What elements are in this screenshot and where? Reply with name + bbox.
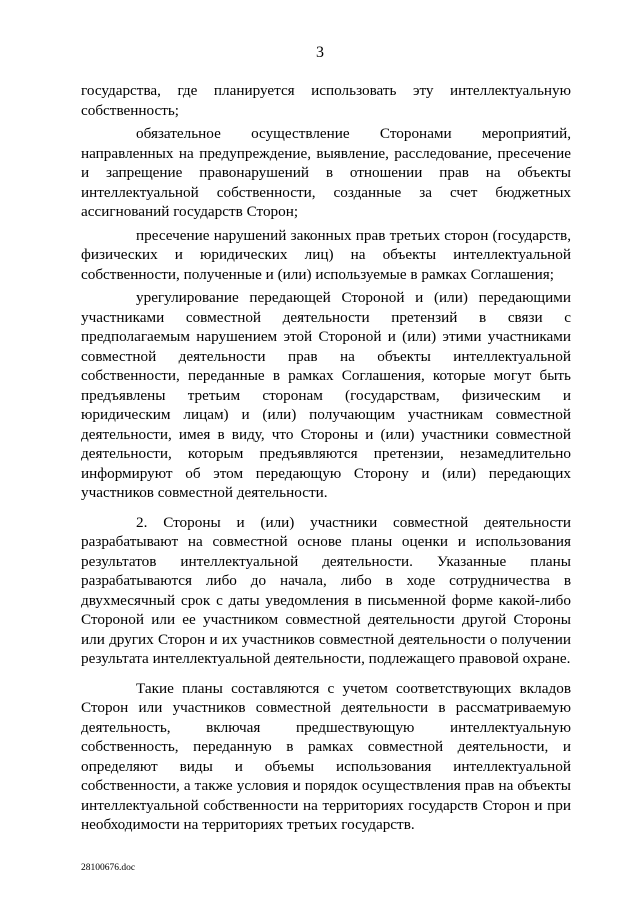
paragraph-6: Такие планы составляются с учетом соответствующих вкладов Сторон или участников совместной деятельности в рассматриваемую деятельность, включая предшествующую интеллектуальную собственность, переданную в рамках совместной деятельности, и определяют виды и объемы использования интеллектуальной собственности, а также условия и порядок осуществления прав на объекты интеллектуальной собственности на территориях государств Сторон и при необходимости на территориях третьих государств. bbox=[81, 679, 571, 833]
paragraph-3: пресечение нарушений законных прав третьих сторон (государств, физических и юридических лиц) на объекты интеллектуальной собственности, полученные и (или) используемые в рамках Соглашения; bbox=[81, 226, 571, 283]
paragraph-5: 2. Стороны и (или) участники совместной деятельности разрабатывают на совместной основе планы оценки и использования результатов интеллектуальной деятельности. Указанные планы разрабатываются либо до начала, либо в ходе сотрудничества в двухмесячный срок с даты уведомления в письменной форме какой-либо Стороной или ее участником совместной деятельности другой Стороны или других Сторон и их участников совместной деятельности о получении результата интеллектуальной деятельности, подлежащего правовой охране. bbox=[81, 513, 571, 667]
page-number: 3 bbox=[316, 44, 324, 61]
paragraph-4: урегулирование передающей Стороной и (или) передающими участниками совместной деятельности претензий в связи с предполагаемым нарушением этой Стороной и (или) этими участниками совместной деятельности прав на объекты интеллектуальной собственности, переданные в рамках Соглашения, которые могут быть предъявлены третьим сторонам (государствам, физическим и юридическим лицам) и (или) получающим участникам совместной деятельности, имея в виду, что Стороны и (или) участники совместной деятельности, которым предъявляются претензии, незамедлительно информируют об этом передающую Сторону и (или) передающих участников совместной деятельности. bbox=[81, 289, 571, 501]
paragraph-2: обязательное осуществление Сторонами мероприятий, направленных на предупреждение, выявление, расследование, пресечение и запрещение правонарушений в отношении прав на объекты интеллектуальной собственности, созданные за счет бюджетных ассигнований государств Сторон; bbox=[81, 125, 571, 220]
document-body bbox=[81, 81, 571, 839]
paragraph-1: государства, где планируется использовать эту интеллектуальную собственность; bbox=[81, 82, 571, 119]
footer-filename: 28100676.doc bbox=[81, 863, 136, 873]
